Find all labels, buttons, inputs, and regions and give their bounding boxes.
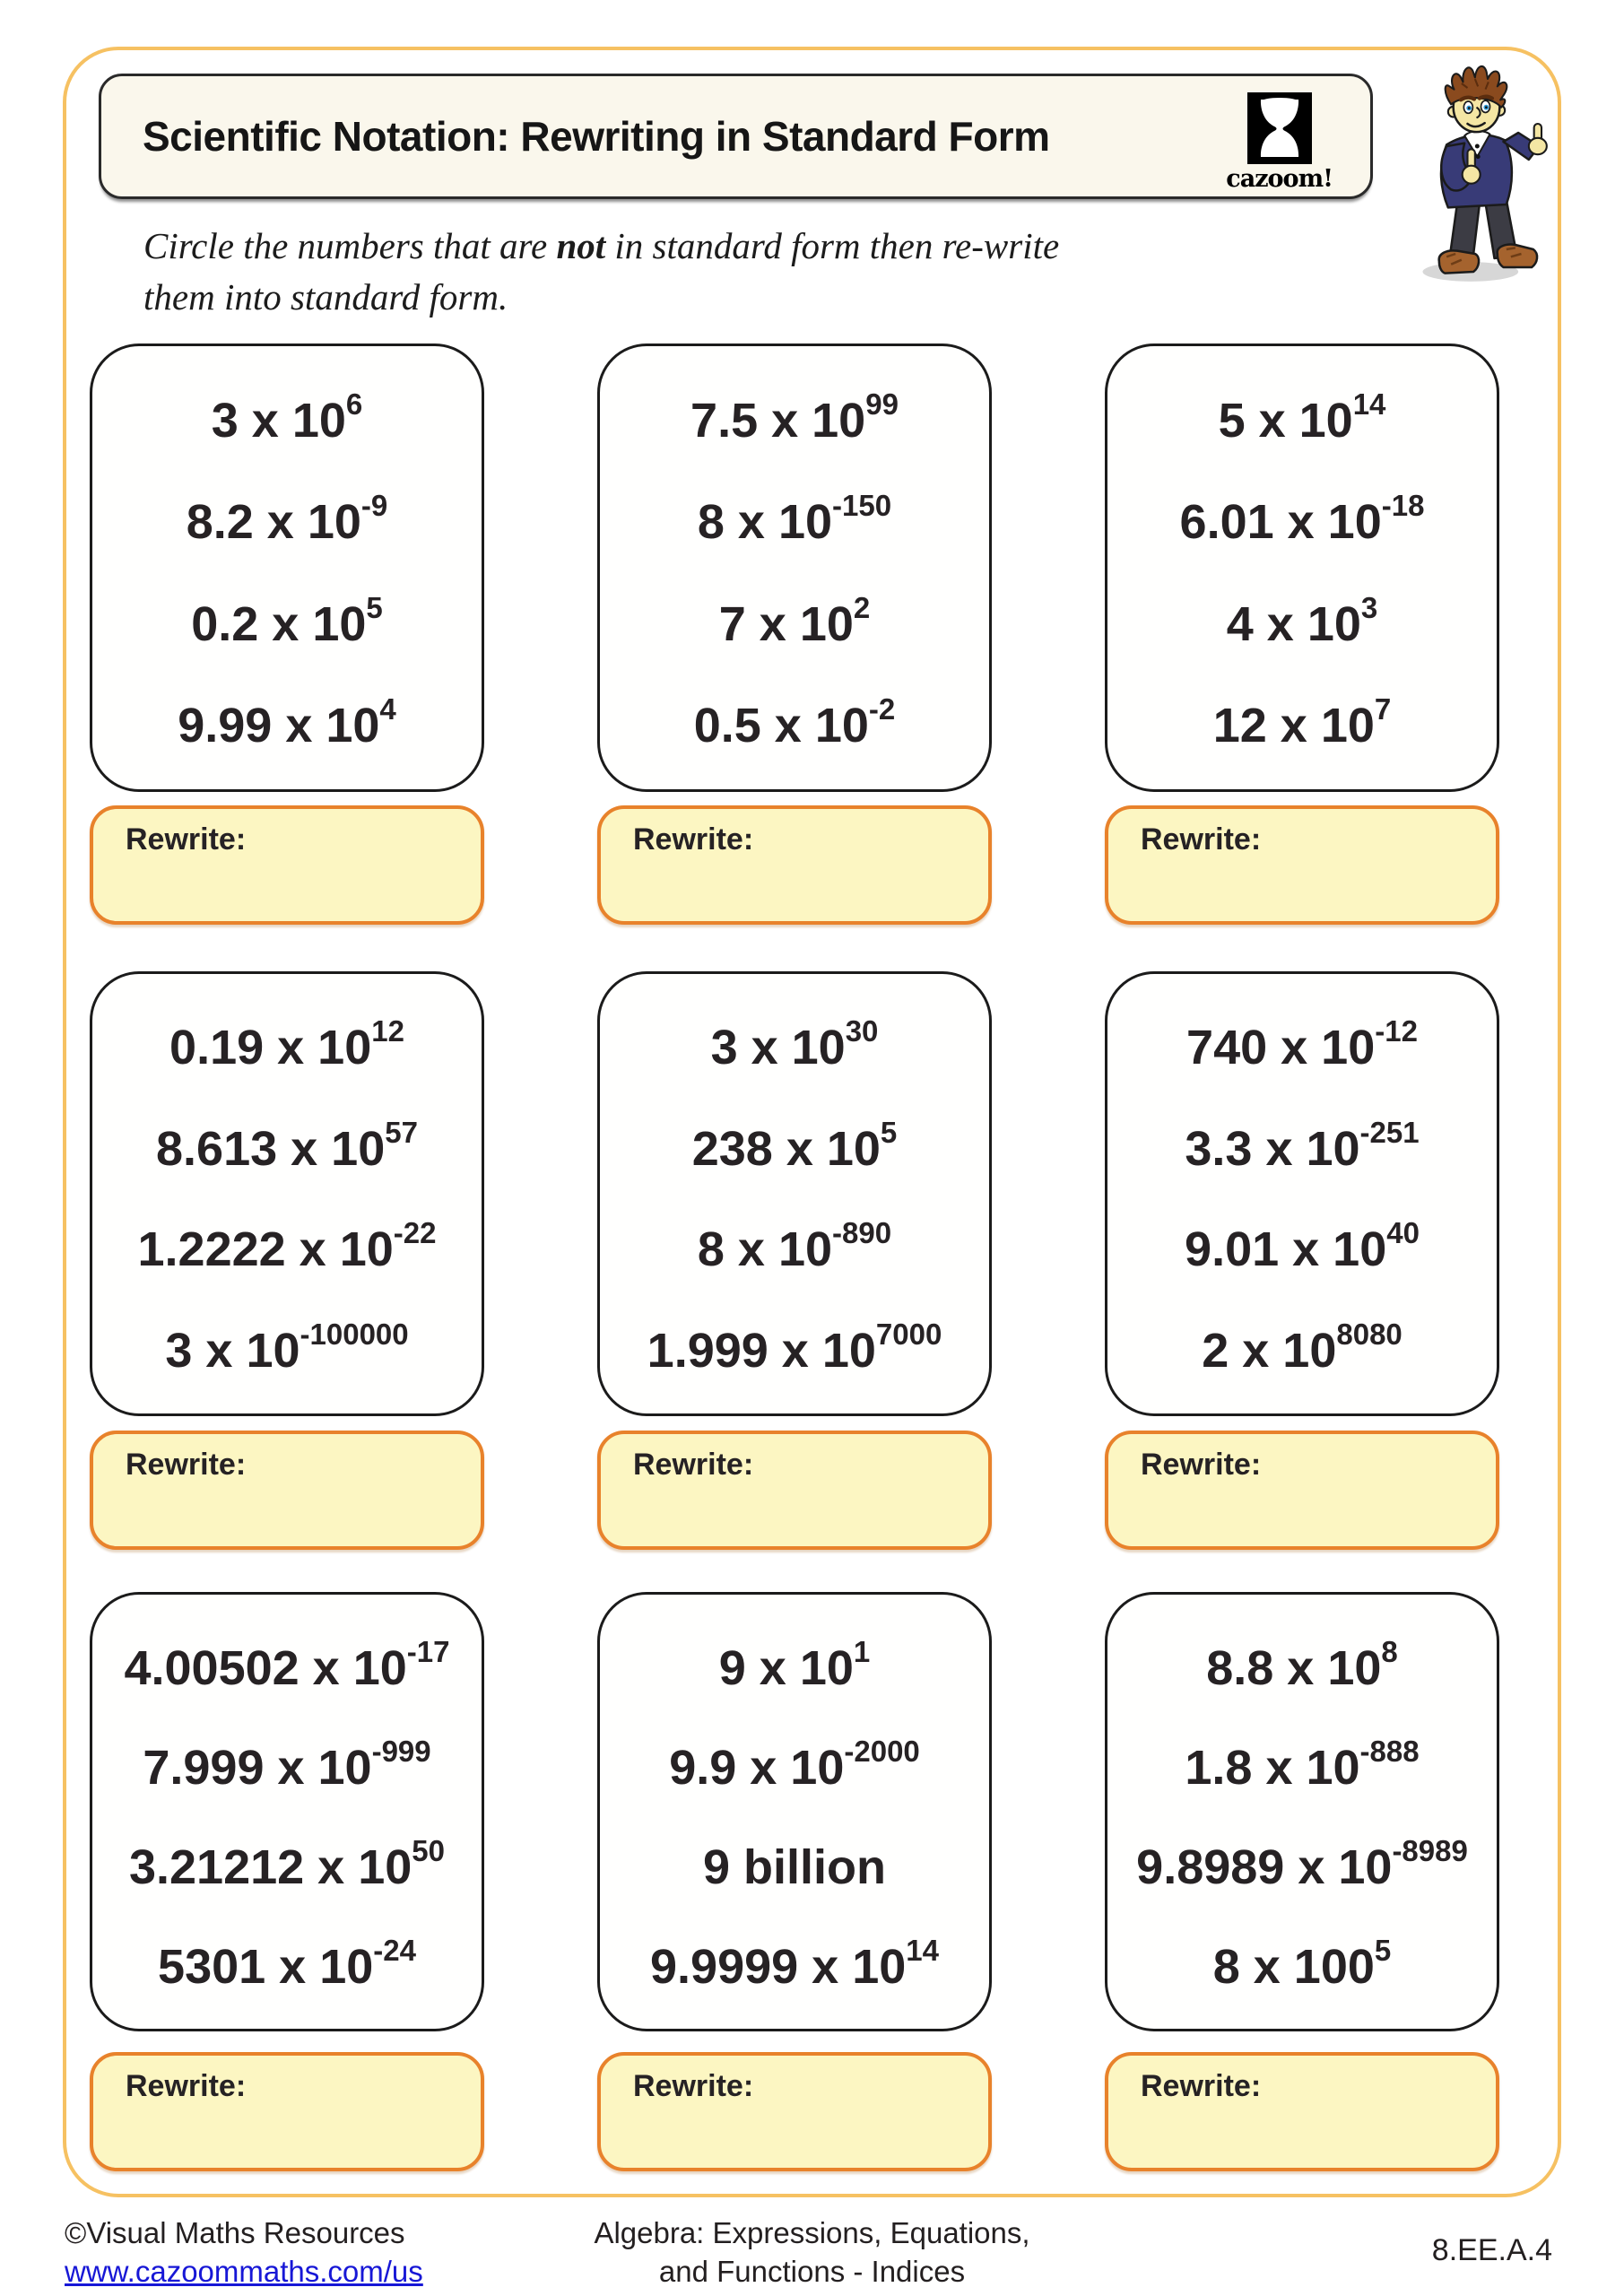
expression <box>1218 387 1386 448</box>
instruction-segment: Circle the numbers that are <box>143 225 557 266</box>
topic-line-1: Algebra: Expressions, Equations, <box>594 2216 1030 2249</box>
coefficient: 9.8989 x 10 <box>1136 1839 1393 1894</box>
card-4 <box>90 971 484 1416</box>
rewrite-box-9[interactable] <box>1105 2052 1499 2171</box>
coefficient: 12 x 10 <box>1212 699 1375 753</box>
exponent: 6 <box>345 387 363 421</box>
exponent: 50 <box>412 1833 446 1867</box>
coefficient: 9 x 10 <box>718 1640 854 1695</box>
exponent: 14 <box>906 1933 939 1967</box>
expression <box>1179 489 1425 550</box>
coefficient: 8.2 x 10 <box>186 495 361 550</box>
exponent: -9 <box>360 489 388 523</box>
card-7 <box>90 1592 484 2031</box>
coefficient: 0.5 x 10 <box>693 699 869 753</box>
card-9 <box>1105 1592 1499 2031</box>
coefficient: 3 x 10 <box>165 1323 300 1378</box>
rewrite-box-5[interactable] <box>597 1431 992 1550</box>
expression <box>1202 1317 1403 1378</box>
rewrite-label: Rewrite: <box>1141 1448 1262 1482</box>
coefficient: 1.999 x 10 <box>647 1323 876 1378</box>
expression <box>1185 1734 1420 1795</box>
title-box <box>99 74 1373 199</box>
coefficient: 8.8 x 10 <box>1206 1640 1382 1695</box>
standard-code: 8.EE.A.4 <box>1431 2233 1552 2267</box>
coefficient: 1.2222 x 10 <box>137 1222 394 1277</box>
exponent: 30 <box>845 1014 879 1048</box>
exponent: 4 <box>379 692 396 726</box>
coefficient: 7.999 x 10 <box>143 1740 372 1795</box>
coefficient: 8.613 x 10 <box>156 1121 386 1176</box>
exponent: -888 <box>1359 1734 1420 1768</box>
rewrite-label: Rewrite: <box>126 1448 247 1482</box>
coefficient: 6.01 x 10 <box>1179 495 1382 550</box>
rewrite-label: Rewrite: <box>633 822 754 857</box>
boy-mascot-illustration <box>1402 61 1551 285</box>
instruction-segment: in standard form then re-write <box>605 225 1060 266</box>
coefficient: 2 x 10 <box>1202 1323 1337 1378</box>
expression <box>1212 692 1392 753</box>
exponent: -12 <box>1375 1014 1418 1048</box>
rewrite-label: Rewrite: <box>633 2069 754 2103</box>
expression <box>169 1014 404 1075</box>
coefficient: 9.01 x 10 <box>1185 1222 1387 1277</box>
exponent: 14 <box>1352 387 1386 421</box>
exponent: 5 <box>880 1115 898 1149</box>
page-title: Scientific Notation: Rewriting in Standard Form <box>143 113 1050 160</box>
expression <box>1206 1634 1398 1695</box>
exponent: 40 <box>1386 1216 1420 1250</box>
rewrite-label: Rewrite: <box>126 2069 247 2103</box>
card-3 <box>1105 344 1499 792</box>
card-6 <box>1105 971 1499 1416</box>
exponent: -100000 <box>300 1317 409 1351</box>
coefficient: 5301 x 10 <box>158 1939 374 1994</box>
rewrite-label: Rewrite: <box>1141 822 1262 857</box>
exponent: -2000 <box>844 1734 920 1768</box>
card-2 <box>597 344 992 792</box>
expression <box>1226 590 1378 651</box>
coefficient: 7.5 x 10 <box>690 393 866 448</box>
copyright-text: ©Visual Maths Resources <box>65 2216 405 2249</box>
instruction-text <box>143 221 1309 323</box>
coefficient: 3 x 10 <box>211 393 346 448</box>
expression <box>178 692 396 753</box>
expression <box>128 1833 446 1894</box>
rewrite-box-7[interactable] <box>90 2052 484 2171</box>
footer-topic-block <box>0 2213 1624 2291</box>
rewrite-label: Rewrite: <box>633 1448 754 1482</box>
exponent: -24 <box>373 1933 416 1967</box>
expression <box>691 1115 898 1176</box>
exponent: -17 <box>406 1634 450 1668</box>
exponent: -8989 <box>1392 1833 1468 1867</box>
card-1 <box>90 344 484 792</box>
expression <box>158 1933 416 1994</box>
expression <box>690 387 899 448</box>
expression <box>1136 1833 1468 1894</box>
exponent: 99 <box>865 387 899 421</box>
coefficient: 3.3 x 10 <box>1185 1121 1360 1176</box>
expression <box>124 1634 450 1695</box>
exponent: 1 <box>853 1634 871 1668</box>
rewrite-box-8[interactable] <box>597 2052 992 2171</box>
expression <box>697 1216 892 1277</box>
expression <box>1186 1014 1418 1075</box>
coefficient: 9.9999 x 10 <box>650 1939 907 1994</box>
coefficient: 9.9 x 10 <box>669 1740 845 1795</box>
expression <box>143 1734 431 1795</box>
card-8 <box>597 1592 992 2031</box>
expression <box>137 1216 437 1277</box>
exponent: -999 <box>371 1734 431 1768</box>
coefficient: 8 x 100 <box>1212 1939 1375 1994</box>
exponent: 7 <box>1374 692 1392 726</box>
coefficient: 5 x 10 <box>1218 393 1353 448</box>
rewrite-box-1[interactable] <box>90 805 484 925</box>
exponent: 7000 <box>875 1317 942 1351</box>
instruction-line2: them into standard form. <box>143 276 508 317</box>
exponent: 2 <box>853 590 871 624</box>
expression <box>718 1634 871 1695</box>
coefficient: 740 x 10 <box>1186 1021 1376 1075</box>
coefficient: 4.00502 x 10 <box>124 1640 407 1695</box>
exponent: -150 <box>832 489 892 523</box>
rewrite-label: Rewrite: <box>1141 2069 1262 2103</box>
expression <box>1185 1115 1420 1176</box>
expression <box>697 489 892 550</box>
exponent: 3 <box>1360 590 1378 624</box>
exponent: 8080 <box>1336 1317 1403 1351</box>
expression <box>1212 1933 1392 1994</box>
expression <box>650 1933 939 1994</box>
expression <box>1185 1216 1420 1277</box>
rewrite-box-2[interactable] <box>597 805 992 925</box>
exponent: 5 <box>366 590 383 624</box>
expression <box>693 692 896 753</box>
coefficient: 0.19 x 10 <box>169 1021 372 1075</box>
exponent: 12 <box>371 1014 404 1048</box>
coefficient: 238 x 10 <box>691 1121 881 1176</box>
rewrite-box-6[interactable] <box>1105 1431 1499 1550</box>
exponent: 5 <box>1374 1933 1392 1967</box>
coefficient: 8 x 10 <box>697 495 833 550</box>
exponent: 8 <box>1381 1634 1398 1668</box>
expression <box>710 1014 879 1075</box>
cazoom-logo <box>1226 92 1333 193</box>
instruction-bold-word: not <box>556 225 606 266</box>
coefficient: 0.2 x 10 <box>191 596 367 651</box>
exponent: 57 <box>385 1115 418 1149</box>
cazoom-hourglass-icon <box>1247 92 1312 164</box>
exponent: -251 <box>1359 1115 1420 1149</box>
coefficient: 9 billion <box>702 1839 886 1894</box>
card-5 <box>597 971 992 1416</box>
rewrite-box-3[interactable] <box>1105 805 1499 925</box>
exponent: -890 <box>832 1216 892 1250</box>
expression <box>156 1115 418 1176</box>
rewrite-box-4[interactable] <box>90 1431 484 1550</box>
expression <box>165 1317 409 1378</box>
expression <box>191 590 383 651</box>
expression <box>211 387 363 448</box>
expression <box>186 489 388 550</box>
exponent: -22 <box>393 1216 437 1250</box>
expression <box>669 1734 920 1795</box>
exponent: -2 <box>868 692 896 726</box>
coefficient: 9.99 x 10 <box>178 699 380 753</box>
coefficient: 4 x 10 <box>1226 596 1361 651</box>
expression <box>647 1317 942 1378</box>
cazoommaths-link[interactable]: www.cazoommaths.com/us <box>65 2255 423 2288</box>
topic-line-2: and Functions - Indices <box>658 2255 966 2288</box>
coefficient: 8 x 10 <box>697 1222 833 1277</box>
coefficient: 3.21212 x 10 <box>128 1839 413 1894</box>
coefficient: 3 x 10 <box>710 1021 846 1075</box>
expression <box>702 1839 886 1894</box>
expression <box>718 590 871 651</box>
rewrite-label: Rewrite: <box>126 822 247 857</box>
coefficient: 1.8 x 10 <box>1185 1740 1360 1795</box>
coefficient: 7 x 10 <box>718 596 854 651</box>
cazoom-logo-text: cazoom! <box>1226 165 1333 193</box>
exponent: -18 <box>1381 489 1425 523</box>
